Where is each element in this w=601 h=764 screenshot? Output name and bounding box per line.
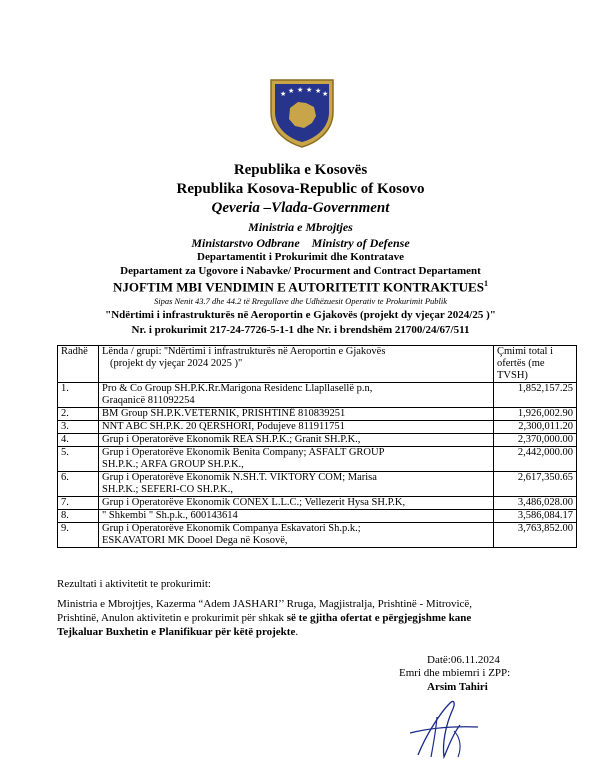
offers-table [57, 345, 577, 548]
row-rank: 1. [58, 383, 99, 408]
table-row [58, 421, 577, 434]
result-line-2-text: Prishtinë, Anulon aktivitetin e prokurimit për shkak [57, 612, 287, 624]
row-bidder: " Shkembi " Sh.p.k., 600143614 [99, 510, 494, 523]
row-price: 3,486,028.00 [494, 497, 577, 510]
result-line-1: Ministria e Mbrojtjes, Kazerma “Adem JASHARI’’ Rruga, Magjistralja, Prishtinë - Mitrovicë, [57, 598, 473, 610]
row-bidder-line1: Grup i Operatorëve Ekonomik Companya Eskavatori Sh.p.k.; [102, 523, 361, 534]
row-price: 2,300,011.20 [494, 421, 577, 434]
ministry-albanian: Ministria e Mbrojtjes [248, 220, 353, 234]
row-bidder [99, 472, 494, 497]
legal-reference: Sipas Nenit 43.7 dhe 44.2 të Rregullave dhe Udhëzuesit Operativ te Prokurimit Publik [153, 296, 448, 306]
row-rank: 8. [58, 510, 99, 523]
result-line-3 [57, 626, 298, 639]
row-rank: 6. [58, 472, 99, 497]
row-price: 1,852,157.25 [494, 383, 577, 408]
table-row [58, 408, 577, 421]
result-line-3-emphasis: Tejkaluar Buxhetin e Planifikuar për këtë projekte [57, 626, 296, 638]
row-bidder-line1: Grup i Operatorëve Ekonomik N.SH.T. VIKTORY COM; Marisa [102, 472, 377, 483]
department-multilingual: Departament za Ugovore i Nabavke/ Procurment and Contract Departament [120, 265, 481, 277]
row-rank: 4. [58, 434, 99, 447]
ministry-english: Ministry of Defense [311, 236, 410, 250]
svg-text:★: ★ [280, 90, 287, 98]
notice-title-text: NJOFTIM MBI VENDIMIN E AUTORITETIT KONTRAKTUES [113, 279, 484, 295]
procurement-number: Nr. i prokurimit 217-24-7726-5-1-1 dhe Nr. i brendshëm 21700/24/67/511 [131, 324, 470, 336]
header-total-line2: ofertës (me TVSH) [497, 358, 545, 381]
row-price: 3,586,084.17 [494, 510, 577, 523]
table-row [58, 510, 577, 523]
header-lot [99, 346, 494, 383]
table-row [58, 523, 577, 548]
row-rank: 5. [58, 447, 99, 472]
ministry-serbian: Ministarstvo Odbrane [191, 236, 300, 250]
republic-multilingual: Republika Kosova-Republic of Kosovo [176, 181, 425, 197]
svg-text:★: ★ [322, 90, 329, 98]
row-bidder-line2: SH.P.K.; ARFA GROUP SH.P.K., [102, 459, 244, 470]
project-title: "Ndërtimi i infrastrukturës në Aeroportin e Gjakovës (projekt dy vjeçar 2024/25 )" [105, 309, 496, 321]
svg-text:★: ★ [288, 87, 295, 95]
table-row [58, 447, 577, 472]
table-row [58, 434, 577, 447]
header-rank: Radhë [58, 346, 99, 383]
svg-text:★: ★ [297, 86, 304, 94]
row-bidder-line1: Pro & Co Group SH.P.K.Rr.Marigona Residenc Llapllasellë p.n, [102, 383, 373, 394]
table-header-row [58, 346, 577, 383]
row-bidder: Grup i Operatorëve Ekonomik REA SH.P.K.; Granit SH.P.K., [99, 434, 494, 447]
row-rank: 2. [58, 408, 99, 421]
row-bidder [99, 447, 494, 472]
row-price: 2,370,000.00 [494, 434, 577, 447]
footnote-marker: 1 [483, 279, 488, 288]
header-total-line1: Çmimi total i [497, 346, 554, 357]
government-name: Qeveria –Vlada-Government [211, 200, 390, 216]
svg-text:★: ★ [306, 86, 313, 94]
notice-date: Datë:06.11.2024 [427, 654, 500, 666]
kosovo-coat-of-arms [268, 78, 336, 148]
result-line-2-emphasis: së te gjitha ofertat e përgjegjshme kane [286, 612, 472, 624]
table-row [58, 472, 577, 497]
notice-title [0, 279, 601, 295]
table-row [58, 383, 577, 408]
row-price: 1,926,002.90 [494, 408, 577, 421]
table-row [58, 497, 577, 510]
row-price: 2,617,350.65 [494, 472, 577, 497]
row-bidder [99, 383, 494, 408]
svg-text:★: ★ [315, 87, 322, 95]
row-bidder: Grup i Operatorëve Ekonomik CONEX L.L.C.; Vellezerit Hysa SH.P.K, [99, 497, 494, 510]
row-bidder [99, 523, 494, 548]
row-rank: 9. [58, 523, 99, 548]
ministry-serbian-english [0, 236, 601, 251]
row-bidder-line1: Grup i Operatorëve Ekonomik Benita Company; ASFALT GROUP [102, 447, 385, 458]
result-label: Rezultati i aktivitetit te prokurimit: [57, 578, 211, 590]
header-total [494, 346, 577, 383]
zpp-name: Arsim Tahiri [427, 681, 488, 693]
header-lot-line1: Lënda / grupi: ''Ndërtimi i infrastrukturës në Aeroportin e Gjakovës [102, 346, 386, 357]
republic-name: Republika e Kosovës [233, 162, 368, 178]
zpp-label: Emri dhe mbiemri i ZPP: [399, 667, 511, 679]
header-lot-line2: (projekt dy vjeçar 2024 2025 )" [110, 358, 243, 369]
handwritten-signature [390, 695, 490, 763]
row-rank: 7. [58, 497, 99, 510]
row-bidder-line2: Graqanicë 811092254 [102, 395, 195, 406]
department-albanian: Departamentit i Prokurimit dhe Kontratave [197, 251, 404, 263]
row-price: 3,763,852.00 [494, 523, 577, 548]
row-rank: 3. [58, 421, 99, 434]
row-bidder-line2: SH.P.K.; SEFERI-CO SH.P.K., [102, 484, 233, 495]
row-price: 2,442,000.00 [494, 447, 577, 472]
row-bidder: BM Group SH.P.K.VETERNIK, PRISHTINË 810839251 [99, 408, 494, 421]
row-bidder-line2: ESKAVATORI MK Dooel Dega në Kosovë, [102, 535, 288, 546]
result-line-3-end: . [295, 626, 299, 638]
row-bidder: NNT ABC SH.P.K. 20 QERSHORI, Podujeve 811911751 [99, 421, 494, 434]
result-line-2 [57, 612, 471, 625]
